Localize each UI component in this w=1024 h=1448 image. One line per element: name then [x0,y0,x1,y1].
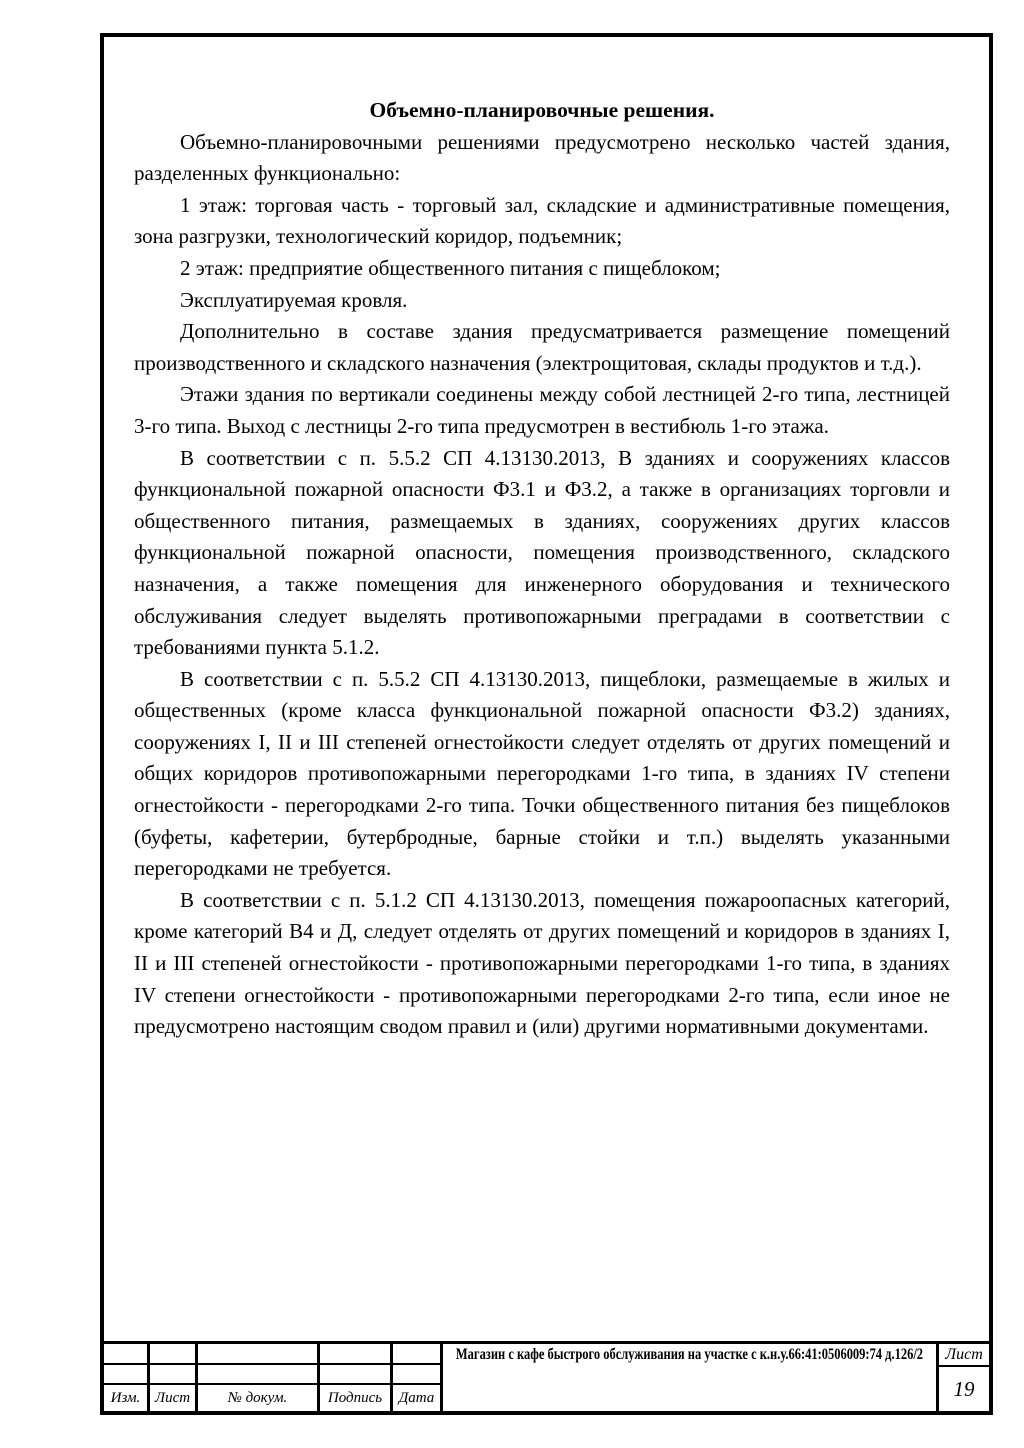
page-frame [100,33,993,1415]
revision-column-dokum [198,1344,320,1411]
body-paragraph: 1 этаж: торговая часть - торговый зал, складские и административные помещения, зона разгрузки, технологический коридор, подъемник; [134,192,950,249]
section-heading: Объемно-планировочные решения. [369,98,715,122]
revision-column-label: Изм. [110,1389,141,1406]
revision-column-list [150,1344,198,1411]
revision-column-podpis [320,1344,393,1411]
body-paragraph: В соответствии с п. 5.5.2 СП 4.13130.2013, В зданиях и сооружениях классов функциональной пожарной опасности Ф3.1 и Ф3.2, а также в организациях торговли и общественного питания, размещаемых в зданиях, сооружениях других классов функциональной пожарной опасности, помещения производственного, складского назначения, а также помещения для инженерного оборудования и технического обслуживания следует выделять противопожарными преградами в соответствии с требованиями пункта 5.1.2. [134,445,950,660]
revision-cell [198,1365,317,1385]
revision-cell [150,1365,195,1385]
revision-cell [104,1365,147,1385]
revision-column-label: Лист [154,1389,191,1406]
project-title-cell [443,1344,936,1411]
revision-column-izm [104,1344,150,1411]
body-paragraph: 2 этаж: предприятие общественного питания с пищеблоком; [180,255,721,280]
body-paragraph: Дополнительно в составе здания предусматривается размещение помещений производственного и складского назначения (электрощитовая, склады продуктов и т.д.). [134,319,950,375]
revision-column-data [393,1344,443,1411]
project-title: Магазин с кафе быстрого обслуживания на участке с к.н.у.66:41:0506009:74 д.126/2 [455,1346,924,1363]
body-paragraph: В соответствии с п. 5.5.2 СП 4.13130.2013, пищеблоки, размещаемые в жилых и общественных (кроме класса функциональной пожарной опасности Ф3.2) зданиях, сооружениях I, II и III степеней огнестойкости следует отделять от других помещений и общих коридоров противопожарными перегородками 1-го типа, в зданиях IV степени огнестойкости - перегородками 2-го типа. Точки общественного питания без пищеблоков (буфеты, кафетерии, бутербродные, барные стойки и т.п.) выделять указанными перегородками не требуется. [134,666,950,881]
revision-cell [150,1344,195,1365]
revision-cell [393,1344,440,1365]
revision-cell [198,1344,317,1365]
sheet-cell [936,1344,989,1411]
revision-cell [320,1344,390,1365]
revision-column-label: № докум. [227,1389,288,1406]
body-paragraph: Объемно-планировочными решениями предусмотрено несколько частей здания, разделенных функционально: [134,129,950,186]
body-paragraph: В соответствии с п. 5.1.2 СП 4.13130.2013, помещения пожароопасных категорий, кроме категорий В4 и Д, следует отделять от других помещений и коридоров в зданиях I, II и III степеней огнестойкости - противопожарными перегородками 1-го типа, в зданиях IV степени огнестойкости - противопожарными перегородками 2-го типа, если иное не предусмотрено настоящим сводом правил и (или) другими нормативными документами. [134,887,950,1039]
body-paragraph: Эксплуатируемая кровля. [180,287,408,312]
document-text [104,37,989,1341]
revision-column-label: Подпись [327,1389,383,1406]
revision-column-label: Дата [398,1389,435,1406]
title-block [104,1341,989,1411]
revision-cell [320,1365,390,1385]
body-paragraph: Этажи здания по вертикали соединены между собой лестницей 2-го типа, лестницей 3-го типа. Выход с лестницы 2-го типа предусмотрен в вестибюль 1-го этажа. [134,382,950,438]
sheet-label: Лист [939,1344,989,1367]
sheet-number: 19 [953,1376,975,1401]
revision-cell [393,1365,440,1385]
revision-cell [104,1344,147,1365]
